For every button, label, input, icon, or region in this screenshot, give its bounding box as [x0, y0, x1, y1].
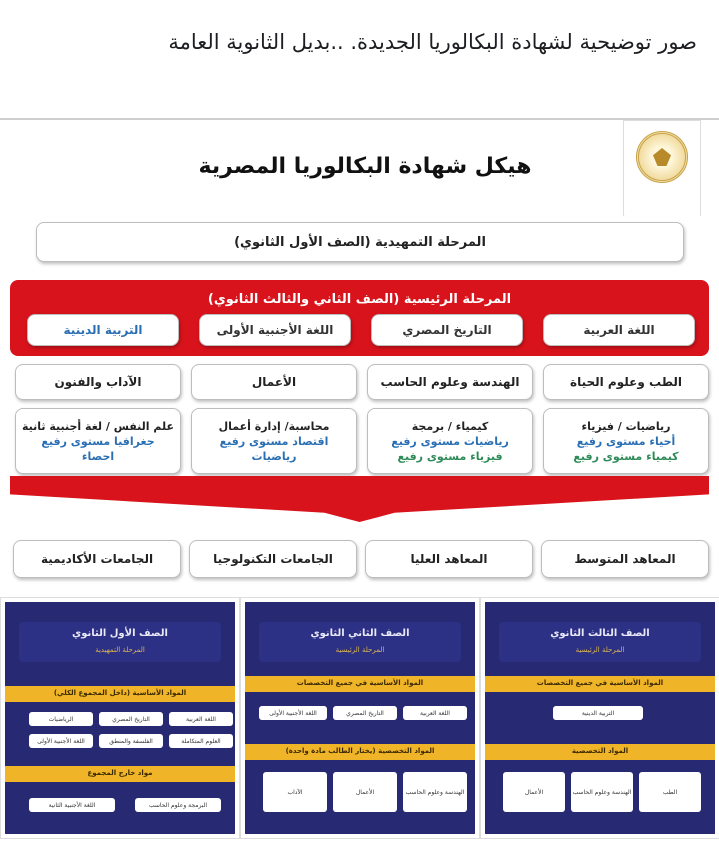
subject-line: محاسبة/ إدارة أعمال	[218, 419, 330, 433]
destination-box: الجامعات التكنولوجيا	[189, 540, 357, 578]
subject-line: أحياء مستوى رفيع	[576, 434, 676, 448]
subject-chip: الفلسفة والمنطق	[99, 734, 163, 748]
subject-line: رياضيات / فيزياء	[581, 419, 671, 433]
core-subject: اللغة العربية	[543, 314, 695, 346]
subject-line: رياضيات مستوى رفيع	[391, 434, 509, 448]
subject-line: احصاء	[81, 449, 115, 463]
track-subjects	[15, 408, 181, 474]
section-label: المواد التخصصية	[571, 747, 629, 755]
subject-chip: اللغة العربية	[403, 706, 467, 720]
thumbnail-section-bar	[485, 744, 715, 760]
subject-chip: البرمجة وعلوم الحاسب	[135, 798, 221, 812]
subject-chip: التاريخ المصري	[99, 712, 163, 726]
subject-line: رياضيات	[251, 449, 297, 463]
ministry-seal-ribbon	[623, 120, 701, 216]
subject-chip: الهندسة وعلوم الحاسب	[571, 772, 633, 812]
track-box: الأعمال	[191, 364, 357, 400]
ministry-seal-icon	[636, 131, 688, 183]
section-label: المواد الأساسية في جميع التخصصات	[296, 679, 424, 687]
track-subjects	[191, 408, 357, 474]
subject-line: فيزياء مستوى رفيع	[397, 449, 503, 463]
track-subjects	[543, 408, 709, 474]
thumbnail-subtitle: المرحلة الرئيسية	[335, 646, 385, 654]
section-label: المواد الأساسية (داخل المجموع الكلي)	[53, 689, 187, 697]
subject-line: جغرافيا مستوى رفيع	[41, 434, 155, 448]
thumbnail-header	[499, 622, 701, 662]
thumbnail-section-bar	[485, 676, 715, 692]
destination-box: المعاهد العليا	[365, 540, 533, 578]
section-label: المواد التخصصية (يختار الطالب مادة واحدة)	[285, 747, 435, 755]
track-box: الطب وعلوم الحياة	[543, 364, 709, 400]
post-caption: صور توضيحية لشهادة البكالوريا الجديدة. ..بديل الثانوية العامة	[168, 30, 697, 54]
thumbnail-title: الصف الثاني الثانوي	[310, 628, 410, 639]
prep-stage-box: المرحلة التمهيدية (الصف الأول الثانوي)	[36, 222, 684, 262]
subject-chip: الهندسة وعلوم الحاسب	[403, 772, 467, 812]
thumbnail-subtitle: المرحلة التمهيدية	[95, 646, 145, 654]
flow-arrow	[10, 476, 709, 522]
subject-chip: التاريخ المصري	[333, 706, 397, 720]
subject-chip: الآداب	[263, 772, 327, 812]
subject-chip: اللغة الأجنبية الثانية	[29, 798, 115, 812]
thumbnail-second-grade[interactable]	[241, 598, 479, 838]
thumbnail-first-grade[interactable]	[1, 598, 239, 838]
thumbnail-header	[259, 622, 461, 662]
subject-chip: الطب	[639, 772, 701, 812]
thumbnail-title: الصف الثالث الثانوي	[550, 628, 650, 639]
track-box: الآداب والفنون	[15, 364, 181, 400]
section-label: مواد خارج المجموع	[87, 769, 153, 777]
thumbnail-section-bar	[245, 744, 475, 760]
subject-chip: العلوم المتكاملة	[169, 734, 233, 748]
thumbnail-title: الصف الأول الثانوي	[72, 628, 168, 639]
thumbnail-header	[19, 622, 221, 662]
core-subject: اللغة الأجنبية الأولى	[199, 314, 351, 346]
destination-box: الجامعات الأكاديمية	[13, 540, 181, 578]
infographic-title: هيكل شهادة البكالوريا المصرية	[198, 154, 532, 179]
subject-chip: الأعمال	[333, 772, 397, 812]
subject-line: علم النفس / لغة أجنبية ثانية	[21, 419, 175, 433]
core-subject: التاريخ المصري	[371, 314, 523, 346]
track-subjects	[367, 408, 533, 474]
subject-line: اقتصاد مستوى رفيع	[219, 434, 329, 448]
subject-chip: الرياضيات	[29, 712, 93, 726]
subject-chip: التربية الدينية	[553, 706, 643, 720]
track-box: الهندسة وعلوم الحاسب	[367, 364, 533, 400]
thumbnail-section-bar	[5, 766, 235, 782]
subject-chip: اللغة العربية	[169, 712, 233, 726]
thumbnail-section-bar	[5, 686, 235, 702]
subject-line: كيمياء مستوى رفيع	[573, 449, 679, 463]
subject-chip: الأعمال	[503, 772, 565, 812]
core-subject: التربية الدينية	[27, 314, 179, 346]
destination-box: المعاهد المتوسط	[541, 540, 709, 578]
thumbnail-section-bar	[245, 676, 475, 692]
section-label: المواد الأساسية في جميع التخصصات	[536, 679, 664, 687]
thumbnail-subtitle: المرحلة الرئيسية	[575, 646, 625, 654]
thumbnail-third-grade[interactable]	[481, 598, 719, 838]
subject-chip: اللغة الأجنبية الأولى	[259, 706, 327, 720]
main-stage-title: المرحلة الرئيسية (الصف الثاني والثالث الثانوي)	[207, 292, 512, 307]
subject-line: كيمياء / برمجة	[411, 419, 489, 433]
bac-structure-infographic[interactable]	[0, 118, 719, 590]
subject-chip: اللغة الأجنبية الأولى	[29, 734, 93, 748]
